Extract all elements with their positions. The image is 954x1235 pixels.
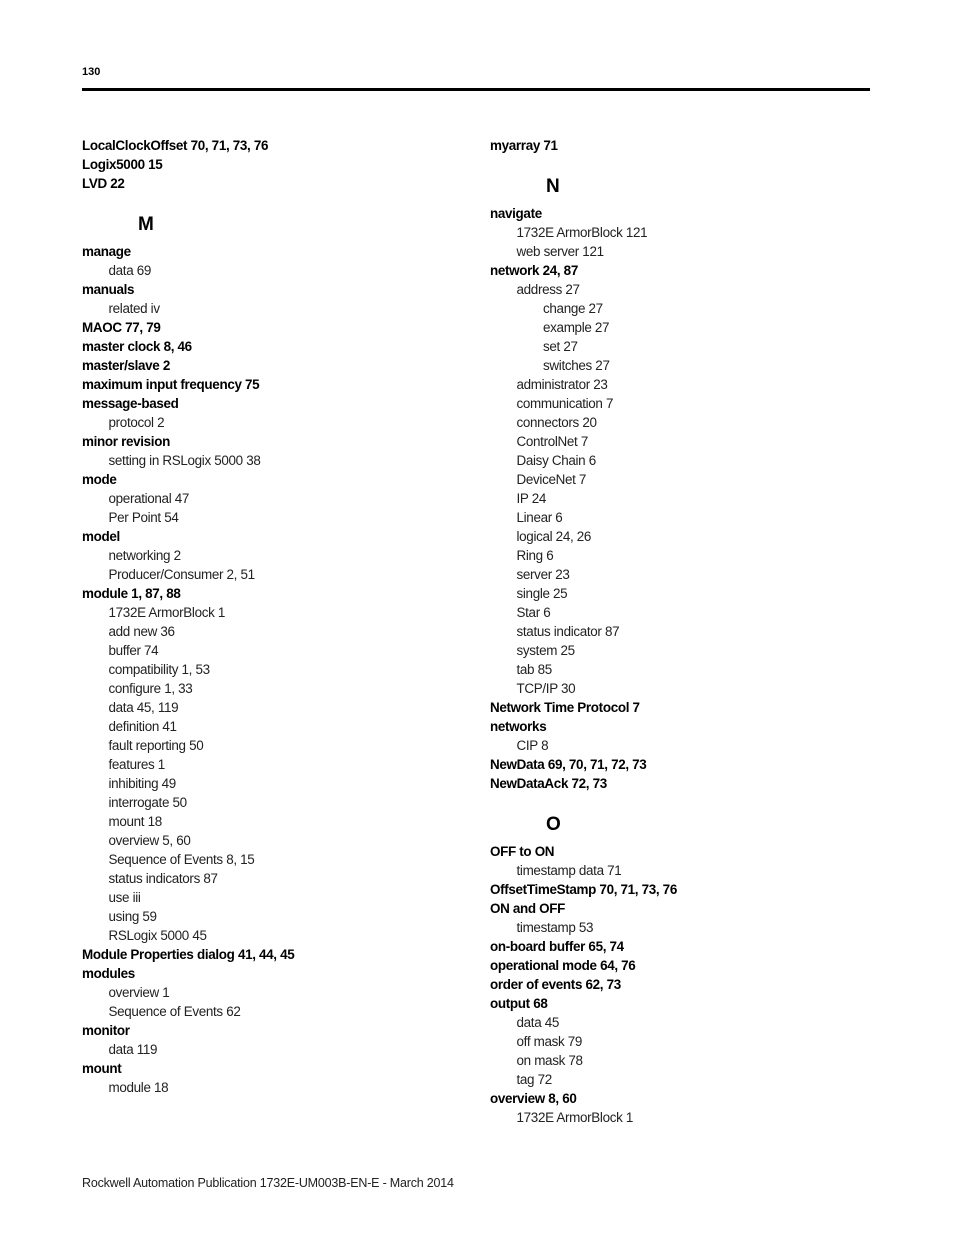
index-entry: LocalClockOffset 70, 71, 73, 76	[82, 138, 269, 154]
index-subentry: definition 41	[108, 719, 177, 735]
index-subentry: 1732E ArmorBlock 121	[516, 225, 648, 241]
index-subentry: Linear 6	[516, 510, 563, 526]
page-number: 130	[82, 66, 101, 78]
index-subentry: single 25	[516, 586, 568, 602]
index-subentry: TCP/IP 30	[516, 681, 576, 697]
index-subentry: Star 6	[516, 605, 551, 621]
index-subentry: IP 24	[516, 491, 546, 507]
index-subentry: web server 121	[516, 244, 604, 260]
index-entry: network 24, 87	[490, 263, 578, 279]
index-subentry: using 59	[108, 909, 157, 925]
index-entry: on-board buffer 65, 74	[490, 939, 624, 955]
index-subentry: Per Point 54	[108, 510, 179, 526]
index-entry: modules	[82, 966, 135, 982]
index-subentry: buffer 74	[108, 643, 159, 659]
index-subentry: module 18	[108, 1080, 169, 1096]
index-entry: master/slave 2	[82, 358, 170, 374]
index-entry: mount	[82, 1061, 122, 1077]
index-subentry: address 27	[516, 282, 580, 298]
index-subentry: fault reporting 50	[108, 738, 204, 754]
index-subentry: features 1	[108, 757, 165, 773]
index-subentry: inhibiting 49	[108, 776, 176, 792]
index-subentry: server 23	[516, 567, 570, 583]
index-entry: Module Properties dialog 41, 44, 45	[82, 947, 295, 963]
index-subentry: connectors 20	[516, 415, 597, 431]
index-entry: mode	[82, 472, 117, 488]
index-subentry: related iv	[108, 301, 160, 317]
index-entry: MAOC 77, 79	[82, 320, 161, 336]
header-rule	[82, 88, 870, 91]
index-subentry: tab 85	[516, 662, 552, 678]
index-subentry: overview 5, 60	[108, 833, 191, 849]
index-subentry: data 119	[108, 1042, 158, 1058]
index-subentry: setting in RSLogix 5000 38	[108, 453, 261, 469]
index-subentry: mount 18	[108, 814, 162, 830]
index-subentry: add new 36	[108, 624, 175, 640]
section-letter: O	[546, 814, 561, 835]
section-letter: M	[138, 214, 154, 235]
index-entry: output 68	[490, 996, 548, 1012]
index-entry: overview 8, 60	[490, 1091, 577, 1107]
index-entry: operational mode 64, 76	[490, 958, 636, 974]
index-subentry: status indicators 87	[108, 871, 218, 887]
index-subentry: tag 72	[516, 1072, 552, 1088]
index-subentry: ControlNet 7	[516, 434, 588, 450]
index-entry: message-based	[82, 396, 179, 412]
index-subentry: change 27	[543, 301, 603, 317]
index-subentry: data 45	[516, 1015, 560, 1031]
index-subentry: DeviceNet 7	[516, 472, 587, 488]
index-entry: manuals	[82, 282, 135, 298]
index-entry: NewData 69, 70, 71, 72, 73	[490, 757, 647, 773]
index-entry: model	[82, 529, 120, 545]
index-subentry: 1732E ArmorBlock 1	[516, 1110, 634, 1126]
index-subentry: logical 24, 26	[516, 529, 592, 545]
index-column-right	[490, 137, 870, 1128]
index-subentry: timestamp data 71	[516, 863, 622, 879]
index-subentry: protocol 2	[108, 415, 165, 431]
index-entry: myarray 71	[490, 138, 558, 154]
index-subentry: CIP 8	[516, 738, 549, 754]
index-entry: manage	[82, 244, 131, 260]
index-entry: LVD 22	[82, 176, 125, 192]
index-subentry: on mask 78	[516, 1053, 583, 1069]
footer-publication: Rockwell Automation Publication 1732E-UM003B-EN-E - March 2014	[82, 1176, 454, 1190]
index-entry: navigate	[490, 206, 542, 222]
index-entry: OffsetTimeStamp 70, 71, 73, 76	[490, 882, 677, 898]
index-subentry: set 27	[543, 339, 578, 355]
index-subentry: Daisy Chain 6	[516, 453, 596, 469]
index-subentry: Sequence of Events 62	[108, 1004, 241, 1020]
index-entry: OFF to ON	[490, 844, 555, 860]
index-subentry: administrator 23	[516, 377, 608, 393]
index-subentry: data 45, 119	[108, 700, 179, 716]
index-entry: order of events 62, 73	[490, 977, 621, 993]
section-letter: N	[546, 176, 560, 197]
index-entry: maximum input frequency 75	[82, 377, 260, 393]
index-subentry: compatibility 1, 53	[108, 662, 210, 678]
index-subentry: networking 2	[108, 548, 181, 564]
index-subentry: Producer/Consumer 2, 51	[108, 567, 255, 583]
index-entry: minor revision	[82, 434, 170, 450]
index-entry: Logix5000 15	[82, 157, 163, 173]
index-subentry: 1732E ArmorBlock 1	[108, 605, 226, 621]
index-subentry: off mask 79	[516, 1034, 583, 1050]
index-entry: ON and OFF	[490, 901, 566, 917]
index-subentry: Sequence of Events 8, 15	[108, 852, 255, 868]
index-entry: NewDataAck 72, 73	[490, 776, 607, 792]
index-subentry: use iii	[108, 890, 141, 906]
index-entry: master clock 8, 46	[82, 339, 192, 355]
index-subentry: Ring 6	[516, 548, 554, 564]
index-subentry: configure 1, 33	[108, 681, 193, 697]
index-subentry: status indicator 87	[516, 624, 620, 640]
index-subentry: system 25	[516, 643, 575, 659]
index-subentry: example 27	[543, 320, 610, 336]
index-subentry: operational 47	[108, 491, 190, 507]
index-subentry: communication 7	[516, 396, 614, 412]
index-column-left	[82, 137, 462, 1098]
index-subentry: overview 1	[108, 985, 170, 1001]
index-subentry: switches 27	[543, 358, 610, 374]
index-subentry: data 69	[108, 263, 152, 279]
index-entry: networks	[490, 719, 547, 735]
index-entry: monitor	[82, 1023, 130, 1039]
index-subentry: timestamp 53	[516, 920, 594, 936]
index-entry: module 1, 87, 88	[82, 586, 181, 602]
index-subentry: RSLogix 5000 45	[108, 928, 207, 944]
index-subentry: interrogate 50	[108, 795, 187, 811]
index-entry: Network Time Protocol 7	[490, 700, 640, 716]
